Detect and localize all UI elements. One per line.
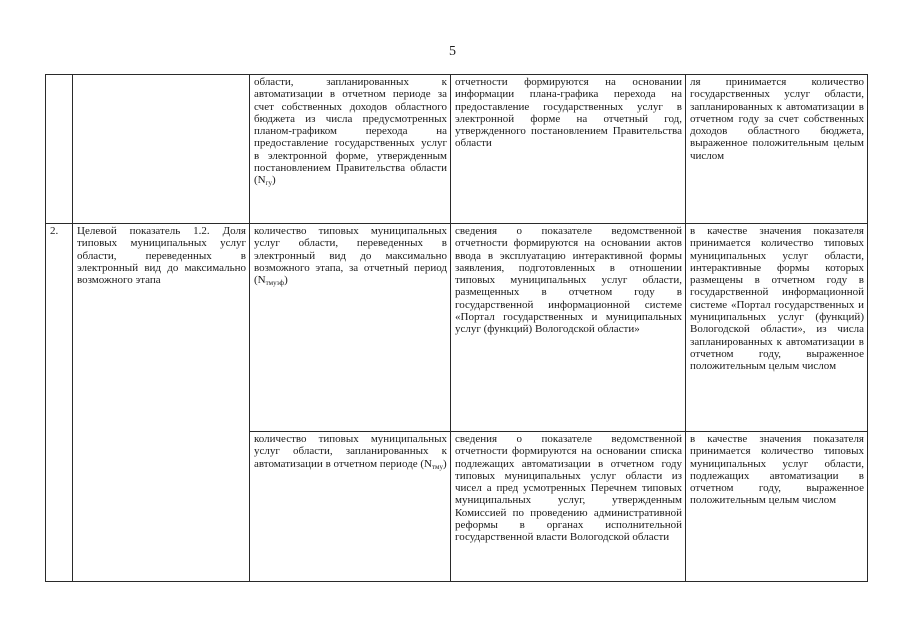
indicators-table: [45, 74, 868, 582]
data-source-cell: сведения о показателе ведомственной отчетности формируются на основании актов ввода в эксплуатацию интерактивной формы заявления, подготовленных в отношении типовых муниципальных услуг области, размещенных в отчетном году в государственной информационной системе «Портал государственных и муниципальных услуг (функций) Вологодской области»: [451, 224, 686, 432]
component-text: количество типовых муниципальных услуг области, запланированных к автоматизации в отчетном периоде (N: [254, 433, 447, 470]
page-number: 5: [449, 44, 456, 59]
value-method-cell: ля принимается количество государственных услуг области, запланированных к автоматизации в отчетном году за счет собственных доходов областного бюджета, выраженное положительным целым числом: [686, 75, 868, 224]
indicator-name-cell: Целевой показатель 1.2. Доля типовых муниципальных услуг области, переведенных в электронный вид до максимально возможного этапа: [73, 224, 250, 582]
value-method-cell: в качестве значения показателя принимается количество типовых муниципальных услуг области, подлежащих автоматизации в отчетном году, выраженное положительным целым числом: [686, 432, 868, 582]
row-number-cell: [46, 75, 73, 224]
component-symbol-close: ): [271, 174, 276, 187]
component-symbol-close: ): [284, 274, 288, 287]
component-symbol-subscript: тмуэф: [265, 279, 285, 288]
data-source-cell: сведения о показателе ведомственной отчетности формируются на основании списка подлежащих автоматизации в отчетном году типовых муниципальных услуг области из чисел а пред усмотренных Перечнем типовых муниципальных услуг, утвержденным Комиссией по проведению административной реформы в органах исполнительной государственной власти Вологодской области: [451, 432, 686, 582]
component-description-cell: [250, 432, 451, 582]
component-symbol-subscript: тму: [431, 462, 443, 471]
value-method-cell: в качестве значения показателя принимается количество типовых муниципальных услуг области, интерактивные формы которых размещены в отчетном году в государственной информационной системе «Портал государственных и муниципальных услуг (функций) Вологодской области», из числа запланированных к автоматизации в отчетном году, выраженное положительным целым числом: [686, 224, 868, 432]
component-description-cell: [250, 224, 451, 432]
component-symbol-close: ): [442, 457, 447, 470]
data-source-cell: отчетности формируются на основании информации плана-графика перехода на предоставление государственных услуг в электронной форме на отчетный год, утвержденного постановлением Правительства области: [451, 75, 686, 224]
table-row: [46, 224, 868, 432]
row-number-cell: 2.: [46, 224, 73, 582]
component-text: количество типовых муниципальных услуг области, переведенных в электронный вид до максимально возможного этапа, за отчетный период (N: [254, 225, 447, 287]
component-text: области, запланированных к автоматизации в отчетном периоде за счет собственных доходов областного бюджета из числа предусмотренных планом-графиком перехода на предоставление государственных услуг в электронной форме, утвержденным постановлением Правительства области (N: [254, 76, 447, 187]
component-description-cell: [250, 75, 451, 224]
table-row: [46, 75, 868, 224]
component-symbol-subscript: гу: [265, 179, 272, 188]
indicator-name-cell: [73, 75, 250, 224]
